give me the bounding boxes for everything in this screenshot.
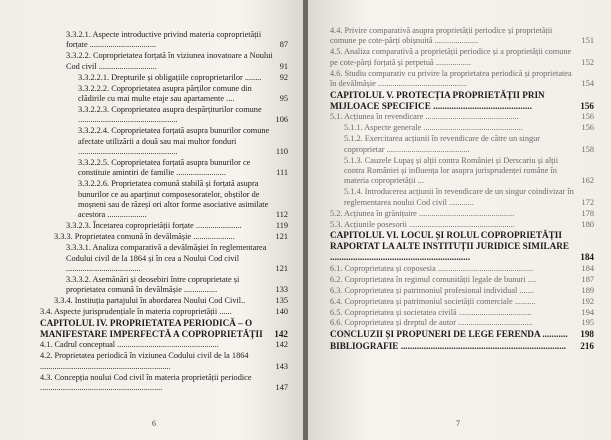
toc-entry [40, 340, 288, 350]
toc-entry-title: 3.3.2.2.6. Proprietatea comună stabilă și forțată asupra bunurilor ce au aparținut composesoratelor, obștilor de moșneni sau de răzeși ori altor forme asociative asimilate acestora ................... [78, 179, 269, 220]
toc-entry [330, 112, 594, 122]
toc-entry-page-number: 195 [581, 318, 594, 328]
toc-entry [330, 47, 594, 68]
toc-entry-page-number: 143 [275, 361, 288, 371]
toc-entry-title: 3.3.2.2.3. Coproprietatea asupra despărțiturilor comune ................................................ [78, 104, 262, 125]
toc-entry-page-number: 111 [276, 168, 288, 178]
toc-chapter-heading [330, 90, 594, 112]
toc-entry [40, 275, 288, 296]
toc-entry-title: BIBLIOGRAFIE ........................................................................ [330, 340, 567, 351]
page-number: 6 [152, 419, 156, 428]
toc-entry [330, 318, 594, 328]
toc-entry [40, 296, 288, 306]
right-page [308, 0, 611, 440]
toc-entry [330, 187, 594, 208]
toc-entry-title: 5.1.2. Exercitarea acțiunii în revendicare de către un singur coproprietar ........................................ [344, 134, 541, 154]
toc-entry-title: 3.3.3.2. Asemănări și deosebiri între coproprietate și proprietatea comună în devălmășie ................ [66, 274, 240, 295]
toc-entry [40, 351, 288, 372]
toc-entry [330, 286, 594, 296]
toc-entry-page-number: 154 [581, 79, 594, 89]
toc-entry-title: 5.1. Acțiunea în revendicare ............................................. [330, 112, 519, 122]
toc-entry-title: 6.5. Coproprietatea și societatea civilă ................................... [330, 307, 532, 317]
toc-entry-title: 5.1.3. Cauzele Lupaș și alții contra României și Derscariu și alții contra României și influența lor asupra jurisprudenței române în materia coproprietății ... [344, 155, 559, 186]
toc-entry-page-number: 87 [279, 40, 288, 50]
toc-entry [330, 275, 594, 285]
toc-entry-page-number: 216 [580, 340, 594, 351]
toc-entry-title: 4.5. Analiza comparativă a proprietății periodice și a proprietății comune pe cote-părți forțată și perpetuă ................. [330, 47, 572, 67]
toc-entry [40, 373, 288, 394]
toc-entry [330, 26, 594, 47]
toc-entry-title: 6.3. Coproprietatea și patrimoniul profesional individual ....... [330, 285, 534, 295]
toc-entry-page-number: 187 [581, 274, 594, 284]
toc-entry-title: 3.3.2.2.2. Coproprietatea asupra părților comune din clădirile cu mai multe etaje sau apartamente .... [78, 83, 252, 103]
toc-entry-title: 5.1.4. Introducerea acțiunii în revendicare de un singur coindivizar în reglementarea noului Cod civil ............ [344, 187, 574, 207]
toc-entry-title: 3.3.2.2. Coproprietatea forțată în viziunea inovatoare a Noului Cod civil ............................ [66, 51, 273, 71]
toc-entry-page-number: 92 [279, 72, 288, 82]
toc-entry-page-number: 156 [581, 112, 594, 122]
toc-entry-page-number: 133 [275, 285, 288, 295]
toc-entry [40, 51, 288, 72]
toc-entry [330, 264, 594, 274]
toc-entry-page-number: 158 [581, 144, 594, 154]
table-of-contents-left [40, 30, 288, 394]
toc-entry-page-number: 140 [275, 307, 288, 317]
toc-entry-title: CONCLUZII ȘI PROPUNERI DE LEGE FERENDA ........... [330, 329, 568, 340]
toc-entry [330, 220, 594, 230]
toc-entry-title: 3.3.3.1. Analiza comparativă a devălmășiei în reglementarea Codului civil de la 1864 și în cea a Noului Cod civil .................................... [66, 243, 267, 273]
toc-entry-page-number: 184 [581, 263, 594, 273]
toc-entry-title: 6.2. Coproprietatea în regimul comunității legale de bunuri .... [330, 274, 536, 284]
toc-entry-title: 6.1. Coproprietatea și coposesia .............................................. [330, 263, 534, 273]
toc-chapter-heading [330, 329, 594, 340]
toc-entry-page-number: 151 [581, 36, 594, 46]
toc-entry-page-number: 178 [581, 208, 594, 218]
toc-entry-page-number: 119 [275, 221, 288, 231]
toc-entry-page-number: 121 [275, 232, 288, 242]
toc-entry-title: CAPITOLUL V. PROTECȚIA PROPRIETĂȚII PRIN MIJLOACE SPECIFICE ........................................... [330, 89, 545, 111]
toc-entry-page-number: 162 [581, 176, 594, 186]
toc-entry-page-number: 95 [279, 93, 288, 103]
toc-chapter-heading [40, 318, 288, 340]
toc-entry [40, 30, 288, 51]
toc-entry-page-number: 121 [275, 263, 288, 273]
toc-entry-page-number: 112 [275, 210, 288, 220]
toc-entry-page-number: 135 [275, 296, 288, 306]
toc-entry [330, 297, 594, 307]
toc-entry-page-number: 192 [581, 296, 594, 306]
toc-entry-title: 4.1. Cadrul conceptual ................................................. [40, 340, 219, 350]
toc-entry-page-number: 156 [581, 123, 594, 133]
toc-entry [330, 134, 594, 155]
toc-entry-title: 3.3.2.2.5. Coproprietatea forțată asupra bunurilor ce constituie amintiri de familie ........................ [78, 157, 251, 178]
toc-entry [40, 243, 288, 274]
toc-entry-page-number: 110 [275, 146, 288, 156]
toc-entry [40, 73, 288, 83]
toc-entry-title: 5.1.1. Aspecte generale ................................................ [344, 123, 523, 133]
toc-entry-page-number: 156 [580, 100, 594, 111]
toc-chapter-heading [330, 341, 594, 352]
toc-entry-title: 3.3.2.3. Încetarea coproprietății forțate ...................... [66, 221, 242, 231]
toc-entry [330, 123, 594, 133]
toc-entry-page-number: 189 [581, 285, 594, 295]
toc-entry-page-number: 198 [580, 329, 594, 340]
toc-entry [40, 126, 288, 157]
toc-entry-title: 4.2. Proprietatea periodică în viziunea Codului civil de la 1864 ............................................................... [40, 351, 249, 371]
toc-entry-title: 5.2. Acțiunea în grănițuire .............................................. [330, 208, 515, 218]
toc-entry-title: 3.3.2.2.4. Coproprietatea forțată asupra bunurilor comune afectate utilizării a două sau mai multor fonduri ................................................ [78, 126, 270, 156]
toc-entry [330, 209, 594, 219]
toc-entry-title: 6.4. Coproprietatea și patrimoniul societății comerciale .......... [330, 296, 536, 306]
toc-entry-page-number: 184 [580, 252, 594, 263]
toc-entry [330, 156, 594, 187]
toc-entry [40, 158, 288, 179]
toc-entry [40, 221, 288, 231]
toc-entry-title: 3.3.4. Instituția partajului în abordarea Noului Cod Civil.. [54, 296, 246, 306]
toc-chapter-heading [330, 230, 594, 263]
toc-entry-page-number: 142 [274, 328, 288, 339]
toc-entry-title: 3.3.2.1. Aspecte introductive privind materia coproprietății forțate ................................ [66, 30, 262, 50]
toc-entry-page-number: 142 [275, 340, 288, 350]
toc-entry-title: 4.6. Studiu comparativ cu privire la proprietatea periodică și proprietatea în devălmășie ........................................... [330, 68, 572, 89]
toc-entry [40, 307, 288, 317]
toc-entry-title: 4.4. Privire comparativă asupra proprietății periodice și proprietății comune pe cote-părți obișnuită ..................... [330, 26, 553, 46]
left-page [0, 0, 303, 440]
toc-entry-page-number: 147 [275, 383, 288, 393]
toc-entry [40, 84, 288, 105]
toc-entry-title: 3.3.2.2.1. Drepturile și obligațiile coproprietarilor ........ [78, 72, 262, 82]
toc-entry-title: CAPITOLUL VI. LOCUL ȘI ROLUL COPROPRIETĂȚII RAPORTAT LA ALTE INSTITUȚII JURIDICE SIMILARE ............................................................. [330, 230, 570, 263]
toc-entry-title: CAPITOLUL IV. PROPRIETATEA PERIODICĂ – O MANIFESTARE IMPERFECTĂ A COPROPRIETĂȚII [40, 317, 263, 339]
toc-entry-title: 3.3.3. Proprietatea comună în devălmășie .................... [54, 232, 235, 242]
toc-entry [40, 232, 288, 242]
toc-entry [40, 179, 288, 221]
toc-entry [330, 69, 594, 90]
toc-entry-page-number: 106 [275, 115, 288, 125]
toc-entry-page-number: 91 [279, 61, 288, 71]
toc-entry [330, 308, 594, 318]
toc-entry-title: 5.3. Acțiunile posesorii ................................................... [330, 219, 515, 229]
toc-entry-page-number: 152 [581, 57, 594, 67]
toc-entry-title: 6.6. Coproprietatea și dreptul de autor .................................... [330, 318, 533, 328]
page-number: 7 [456, 419, 460, 428]
table-of-contents-right [330, 26, 594, 352]
toc-entry-page-number: 180 [581, 219, 594, 229]
toc-entry [40, 105, 288, 126]
toc-entry-title: 4.3. Concepția noului Cod civil în materia proprietății periodice ........................................................... [40, 372, 252, 393]
toc-entry-title: 3.4. Aspecte jurisprudențiale în materia coproprietății ...... [40, 307, 232, 317]
toc-entry-page-number: 194 [581, 307, 594, 317]
toc-entry-page-number: 172 [581, 197, 594, 207]
